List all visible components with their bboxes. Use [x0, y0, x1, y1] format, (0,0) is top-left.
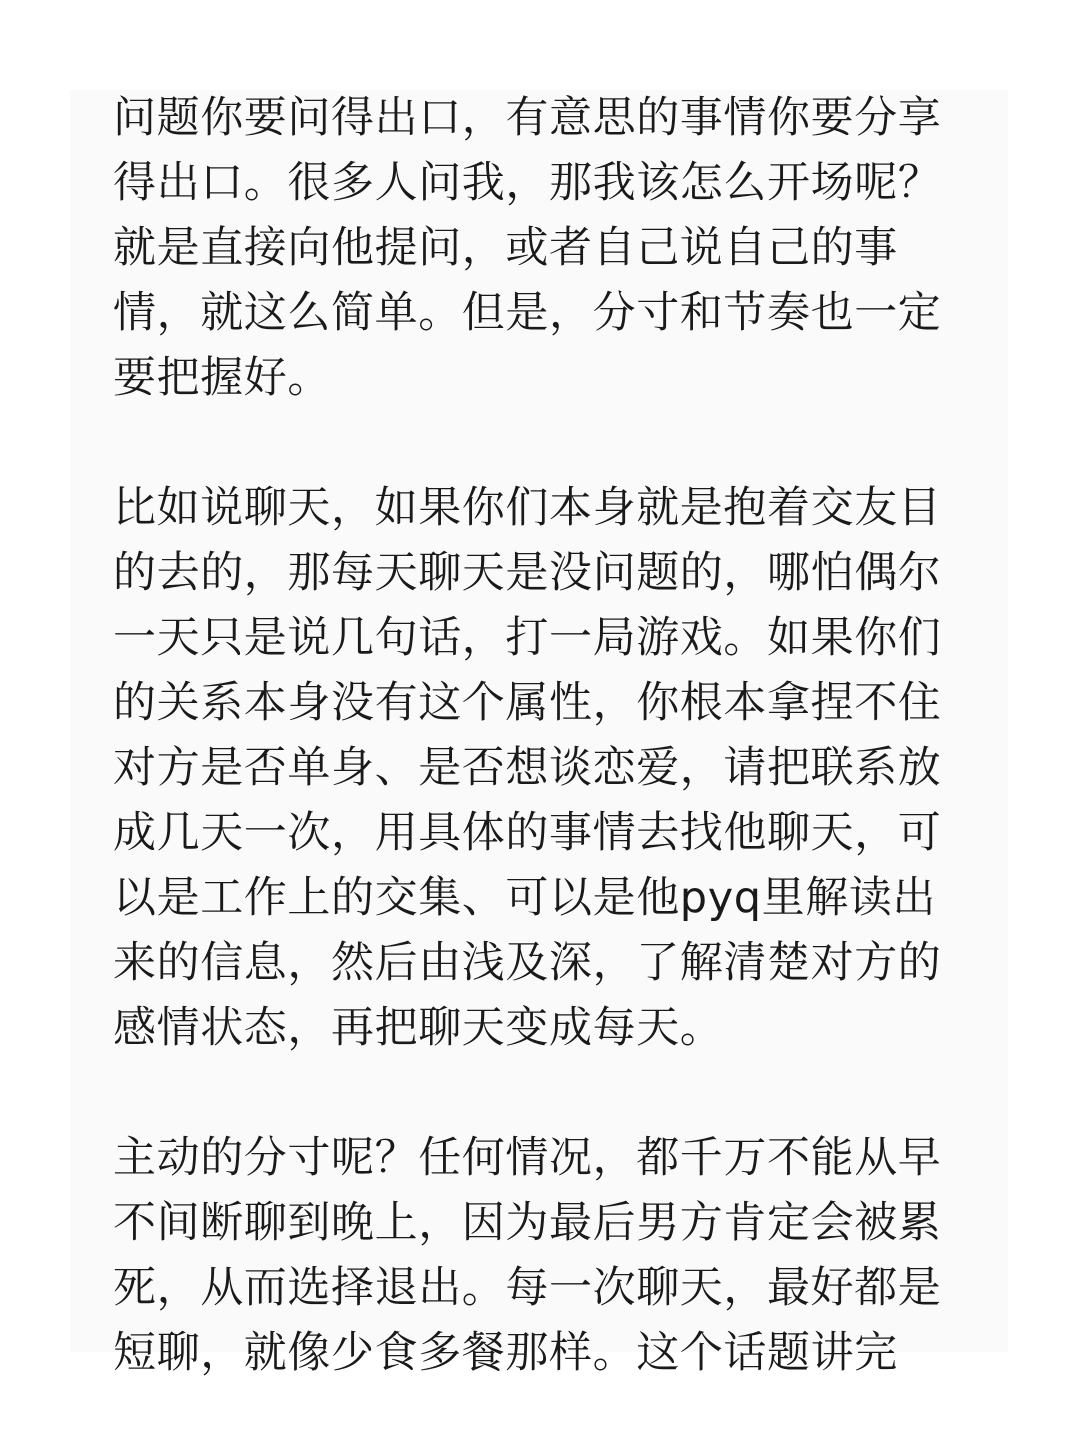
text-line: 对方是否单身、是否想谈恋爱，请把联系放	[113, 743, 942, 793]
text-line: 短聊，就像少食多餐那样。这个话题讲完	[113, 1328, 898, 1378]
paragraph-chat-example	[113, 476, 973, 1061]
text-line: 情，就这么简单。但是，分寸和节奏也一定	[113, 288, 942, 338]
text-line: 得出口。很多人问我，那我该怎么开场呢？	[113, 158, 942, 208]
paragraph-initiative	[113, 1126, 973, 1386]
text-line: 感情状态，再把聊天变成每天。	[113, 1003, 724, 1053]
text-line: 死，从而选择退出。每一次聊天，最好都是	[113, 1263, 942, 1313]
text-line: 不间断聊到晚上，因为最后男方肯定会被累	[113, 1198, 942, 1248]
text-line: 的关系本身没有这个属性，你根本拿捏不住	[113, 678, 942, 728]
text-line: 主动的分寸呢？任何情况，都千万不能从早	[113, 1133, 942, 1183]
text-line: 以是工作上的交集、可以是他pyq里解读出	[113, 873, 937, 923]
paragraph-opening	[113, 86, 973, 411]
text-line: 来的信息，然后由浅及深，了解清楚对方的	[113, 938, 942, 988]
text-line: 一天只是说几句话，打一局游戏。如果你们	[113, 613, 942, 663]
text-line: 就是直接向他提问，或者自己说自己的事	[113, 223, 898, 273]
text-line: 成几天一次，用具体的事情去找他聊天，可	[113, 808, 942, 858]
article-body	[113, 86, 973, 1451]
text-line: 的去的，那每天聊天是没问题的，哪怕偶尔	[113, 548, 942, 598]
text-line: 要把握好。	[113, 353, 331, 403]
text-line: 问题你要问得出口，有意思的事情你要分享	[113, 93, 942, 143]
text-line: 比如说聊天，如果你们本身就是抱着交友目	[113, 483, 942, 533]
